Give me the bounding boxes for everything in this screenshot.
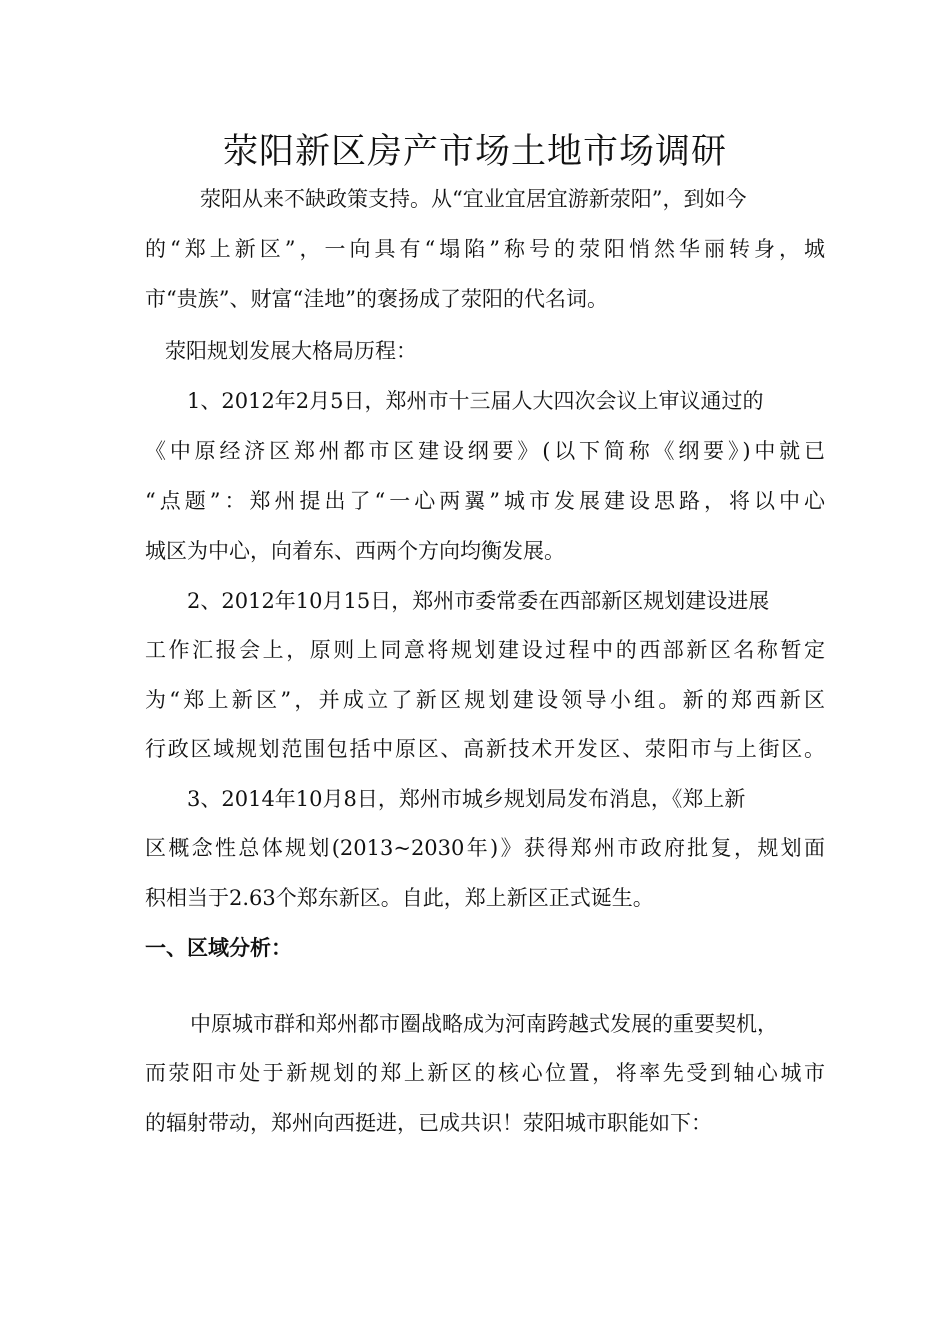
document-title: 荥阳新区房产市场土地市场调研 <box>222 132 727 172</box>
item3-line-1: 3、2014年10月8日，郑州市城乡规划局发布消息，《郑上新 <box>187 787 746 811</box>
intro-line-1: 荥阳从来不缺政策支持。从“宜业宜居宜游新荥阳”，到如今 <box>200 187 747 211</box>
item2-line-4: 行政区域规划范围包括中原区、高新技术开发区、荥阳市与上街区。 <box>145 737 825 761</box>
item1-line-4: 城区为中心，向着东、西两个方向均衡发展。 <box>145 539 565 563</box>
intro-line-2: 的“郑上新区”，一向具有“塌陷”称号的荥阳悄然华丽转身，城 <box>145 237 825 261</box>
item1-line-3: “点题”：郑州提出了“一心两翼”城市发展建设思路，将以中心 <box>145 489 825 513</box>
intro-line-3: 市“贵族”、财富“洼地”的褒扬成了荥阳的代名词。 <box>145 287 608 311</box>
section1-line-1: 中原城市群和郑州都市圈战略成为河南跨越式发展的重要契机， <box>190 1012 778 1036</box>
item2-line-1: 2、2012年10月15日，郑州市委常委在西部新区规划建设进展 <box>187 589 770 613</box>
item2-line-2: 工作汇报会上，原则上同意将规划建设过程中的西部新区名称暂定 <box>145 638 825 662</box>
history-label: 荥阳规划发展大格局历程： <box>165 339 417 363</box>
item2-line-3: 为“郑上新区”，并成立了新区规划建设领导小组。新的郑西新区 <box>145 688 825 712</box>
item1-line-1: 1、2012年2月5日，郑州市十三届人大四次会议上审议通过的 <box>187 389 764 413</box>
item3-line-3: 积相当于2.63个郑东新区。自此，郑上新区正式诞生。 <box>145 886 654 910</box>
section1-heading: 一、区域分析： <box>145 936 292 960</box>
section1-line-2: 而荥阳市处于新规划的郑上新区的核心位置，将率先受到轴心城市 <box>145 1061 825 1085</box>
item1-line-2: 《中原经济区郑州都市区建设纲要》(以下简称《纲要》)中就已 <box>145 439 825 463</box>
item3-line-2: 区概念性总体规划(2013~2030年)》获得郑州市政府批复，规划面 <box>145 836 825 860</box>
section1-line-3: 的辐射带动，郑州向西挺进，已成共识！荥阳城市职能如下： <box>145 1111 712 1135</box>
